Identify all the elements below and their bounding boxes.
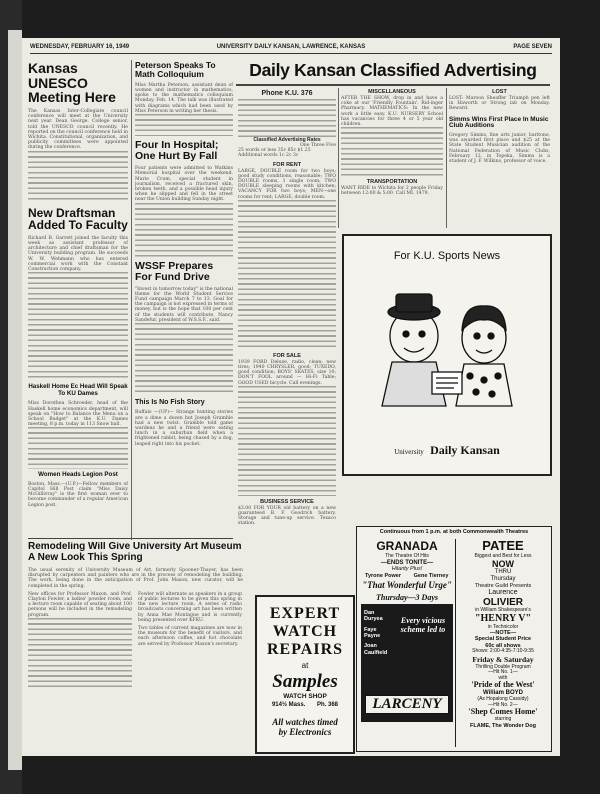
facing-page-edge	[8, 30, 22, 770]
lost-listings: LOST: Maroon Sheaffer Triumph pen left in Haworth or Strong lab on Monday. Reward.	[449, 96, 550, 112]
section-for-sale: FOR SALE	[273, 352, 301, 359]
article-peterson: Miss Martha Peterson, assistant dean of women and instructor in mathematics, spoke to the mathematics colloquium Monday, Feb. 14. The talk was illustrated with diagrams which had been used by Miss Peterson in writing her thesis.	[135, 82, 233, 114]
article-legion: Boston, Mass.—(U.P.)—Fellow members of Capitol Hill Post claim "Miss Daisy McGillivray" is the first woman ever to become commander of a regular American Legion post.	[28, 481, 128, 508]
classified-column-c	[449, 88, 550, 230]
cast-power: Tyrone Power	[365, 573, 401, 579]
larceny-poster	[361, 604, 453, 722]
thursday-3-days: Thursday—3 Days	[375, 593, 438, 602]
classified-intro	[238, 99, 336, 137]
starring-label: starring	[494, 716, 512, 723]
samples-shop: WATCH SHOP	[283, 693, 327, 700]
theatre-banner: Continuous from 1 p.m. at both Commonwealth Theatres	[379, 529, 529, 535]
sports-title: For K.U. Sports News	[393, 250, 501, 262]
hit-no-1: —Hit No. 1—	[488, 669, 518, 676]
flame-line: FLAME, The Wonder Dog	[470, 722, 536, 729]
granada-section	[361, 539, 453, 747]
note-label: —NOTE—	[489, 630, 517, 637]
hopalong-line: (As Hopalong Cassidy)	[477, 696, 529, 703]
theatre-divider	[455, 539, 456, 747]
headline-art-museum: Remodeling Will Give University Art Museum A New Look This Spring	[28, 542, 242, 563]
showtimes: Shows: 2:00-4:35-7:10-9:35	[472, 647, 534, 654]
listings-filler	[238, 386, 336, 496]
laurence-name: Laurence	[488, 588, 518, 596]
section-for-rent: FOR RENT	[272, 161, 302, 168]
classified-title: Daily Kansan Classified Advertising	[249, 60, 537, 80]
article-museum-1: The usual serenity of University Museum of Art, formerly Spooner-Thayer, has been disrupted by carpenters and painters who are in the process of remodeling the building. The work, being done in the anticipation of Prof. John Maxon, new curator, will be completed in the spring.	[28, 568, 243, 589]
watch-line: WATCH	[272, 623, 338, 640]
patee-section	[458, 539, 548, 749]
bottom-article-rule	[28, 538, 233, 539]
cast-duryea: Dan Duryea	[364, 610, 383, 623]
article-draftsman: Richard B. Garrett joined the faculty this week as assistant professor of architecture and chief draftsman for the University building program. He succeeds W. W. Wehmann who has entered commercial work with the Constant Construction company.	[28, 235, 128, 273]
masthead	[30, 43, 552, 54]
column-one	[28, 57, 128, 537]
business-listings: $3.00 FOR YOUR old battery on a new guaranteed B. F. Goodrich battery. Storage and tune-up service. Texaco station.	[238, 505, 336, 527]
samples-phone: Ph. 368	[317, 702, 339, 708]
article-filler	[135, 203, 233, 257]
repairs-line: REPAIRS	[266, 641, 344, 658]
guild-presents: Theatre Guild Presents	[474, 582, 532, 589]
article-simms: Gregory Simms, fine arts junior, baritone, was awarded first place and $25 at the State Student Musician audition of the National Federation of Music Clubs, February 12, in Topeka. Simms is a student of J. F. Wilkins, professor of voice.	[449, 133, 550, 165]
patee-name: PATEE	[482, 538, 524, 553]
headline-fish: This Is No Fish Story	[135, 398, 205, 406]
phone-number: Phone K.U. 376	[261, 90, 313, 97]
rates-title: Classified Advertising Rates	[253, 137, 321, 143]
cast-tierney: Gene Tierney	[413, 573, 449, 579]
expert-line: EXPERT	[269, 605, 341, 622]
headline-legion: Women Heads Legion Post	[38, 471, 118, 479]
movie-wonderful-urge: "That Wonderful Urge"	[362, 580, 452, 590]
listings-filler	[238, 200, 336, 350]
sports-foot-name: Daily Kansan	[430, 443, 500, 457]
masthead-title: UNIVERSITY DAILY KANSAN, LAWRENCE, KANSAS	[216, 44, 366, 50]
technicolor-line: in Technicolor	[487, 623, 519, 630]
hit-no-2: —Hit No. 2—	[488, 701, 518, 708]
listings-filler	[341, 127, 443, 177]
cartoon-couple-icon	[344, 276, 550, 426]
rates-row-2: Additional words 1c 2c 3c	[238, 153, 299, 159]
column-divider	[131, 60, 132, 540]
hilarity-plus: Hilarity Plus!	[391, 566, 423, 572]
article-museum-4: Two tables of current magazines are now in the museum for the benefit of visitors, and each afternoon coffee, and hot chocolate are served by Professor Maxon's secretary.	[138, 626, 242, 647]
article-filler	[28, 618, 132, 688]
headline-draftsman: New Draftsman Added To Faculty	[28, 205, 128, 233]
cast-caulfield: Joan Caulfield	[364, 643, 388, 656]
newspaper-page	[22, 38, 560, 756]
ends-tonite: —ENDS TONITE—	[380, 560, 434, 566]
article-filler	[28, 151, 128, 203]
classified-column-a	[238, 88, 336, 594]
timed-line-2: by Electronics	[278, 727, 332, 737]
headline-simms: Simms Wins First Place In Music Club Auditions	[449, 115, 549, 130]
section-transportation: TRANSPORTATION	[366, 179, 418, 186]
classified-column-b	[341, 88, 443, 230]
shakespeare-line: in William Shakespeare's	[475, 606, 531, 613]
article-haskell: Miss Dorothea Schroeder, head of the Haskell home economics department, will speak on "How to Balance the Menu on a School Budget" at the K.U. Dames meeting, 8 p.m. today in 113 Snow hall.	[28, 401, 128, 428]
william-boyd: William BOYD	[483, 690, 523, 697]
column-two	[135, 57, 233, 537]
column-divider	[446, 88, 447, 228]
masthead-date: WEDNESDAY, FEBRUARY 16, 1949	[30, 44, 130, 50]
headline-haskell: Haskell Home Ec Head Will Speak To KU Dames	[28, 383, 128, 397]
theatre-ad	[356, 526, 552, 752]
transport-listings: WANT RIDE to Wichita for 2 people Friday between 12:00 & 5:00. Call MI. 1479.	[341, 186, 443, 197]
timed-line-1: All watches timed	[272, 717, 338, 727]
movie-shep-comes-home: 'Shep Comes Home'	[468, 707, 538, 717]
misc-listings: AFTER THE SHOW, drop in and have a coke at our 'Friendly Fountain'. Rid-inger Pharmacy. MATHEMATICS: In the new work a little easy. K.U. NURSERY School has vacancies for three 4 or 5 year old children.	[341, 96, 443, 128]
headline-peterson: Peterson Speaks To Math Colloquium	[135, 60, 216, 79]
for-rent-listings: LARGE, DOUBLE room for two boys; good study conditions, reasonable; TWO DOUBLE rooms, 1 single room; TWO DOUBLE sleeping rooms with kitchen; VACANCY FOR two boys; MEN—one rooms for rent; LARGE, double room.	[238, 168, 336, 200]
masthead-page: PAGE SEVEN	[513, 44, 552, 50]
friday-saturday: Friday & Saturday	[472, 655, 534, 665]
book-spine	[0, 0, 22, 794]
with-label: with	[498, 674, 508, 681]
headline-unesco: Kansas UNESCO Meeting Here	[28, 60, 116, 106]
thru-label: THRU	[494, 569, 512, 576]
at-line: at	[301, 661, 309, 670]
headline-hospital: Four In Hospital; One Hurt By Fall	[135, 139, 219, 163]
sports-footer	[344, 443, 550, 458]
samples-name: Samples	[272, 671, 338, 692]
article-filler	[135, 323, 233, 395]
granada-name: GRANADA	[376, 539, 438, 553]
price-line: 60c all shows	[485, 642, 521, 649]
thursday-label: Thursday	[490, 575, 516, 582]
for-sale-listings: 1939 FORD Deluxe, radio, clean; new tires; 1940 CHRYSLER, good; TUXEDO, good condition; BOYS' SKATES, size 10; DON'T FOOL around — Hi-Fi Table; GOOD USED bicycle. Call evenings.	[238, 359, 336, 386]
article-museum-3: Fowler will alternate as speakers in a group of public lectures to be given this spring in the new lecture room. A series of radio broadcasts concerning art has been written by Anna Mae Montague and is currently being presented over KFKU.	[138, 591, 242, 623]
sports-foot-pre: University	[394, 448, 424, 456]
movie-larceny: LARCENY	[365, 695, 449, 714]
poster-tagline: Every vicious scheme led to	[400, 616, 446, 635]
section-lost: LOST	[492, 89, 507, 95]
student-price: Special Student Price	[474, 636, 532, 643]
rates-columns: One Three Five	[300, 143, 336, 148]
article-filler	[28, 427, 128, 469]
article-museum-2: New offices for Professor Maxon, and Prof. Clayton Fowler, a ladies' powder room, and a lecture room capable of seating about 100 persons will be included in the remodeling program.	[28, 591, 132, 618]
section-miscellaneous: MISCELLANEOUS	[368, 89, 416, 95]
section-business-service: BUSINESS SERVICE	[260, 498, 314, 505]
patee-subtitle: Biggest and Best for Less	[474, 552, 532, 559]
granada-subtitle: The Theatre Of Hits	[385, 553, 429, 559]
samples-address: 914½ Mass.	[271, 702, 306, 708]
classified-title-rule	[236, 84, 550, 86]
column-divider	[338, 88, 339, 228]
article-hospital: Four patients were admitted to Watkins Memorial hospital over the weekend. Marie Crum, special student in journalism, received a fractured skin, broken teeth, and a possible head injury when he slipped and fell in the street near the Union building Sunday night.	[135, 166, 233, 203]
now-label: NOW	[492, 559, 514, 570]
article-filler	[135, 114, 233, 136]
movie-pride-of-west: 'Pride of the West'	[471, 680, 535, 690]
article-filler	[28, 272, 128, 380]
samples-watch-ad	[255, 595, 355, 754]
article-wssf: "Invest in tomorrow today" is the national theme for the World Student Service Fund campaign March 7 to 13. Goal for the campaign is not expressed in terms of money, but is the hope that 100 per cent of the students will contribute, Nancy Sandefur, president of W.S.S.F., said.	[135, 286, 233, 323]
rates-row-1: 25 words or less 35c 85c $1.25	[238, 148, 311, 154]
movie-henry-v: "HENRY V"	[474, 613, 532, 625]
double-program: Thrilling Double Program	[475, 663, 531, 670]
headline-wssf: WSSF Prepares For Fund Drive	[135, 259, 214, 283]
article-unesco: The Kansas Inter-Collegiate council conference will meet at the University next year. Dean George, College senior, told the UNESCO council recently. He reported on the council conference held in Wichita. Constitutional, organization, and publicity committees were appointed during the conference.	[28, 109, 128, 151]
cast-payne: Faye Payne	[364, 626, 381, 639]
olivier-name: OLIVIER	[482, 596, 523, 608]
sports-news-ad	[342, 234, 552, 476]
bottom-article	[28, 542, 250, 752]
article-fish: Buffalo —(UP)— Strange hunting stories are a dime a dozen but Joseph Gramble had a new twist. Gramble told game wardens he and a friend were eating lunch in a suburban field when a frightened rabbit, being chased by a dog, leaped right into his pocket.	[135, 410, 233, 447]
